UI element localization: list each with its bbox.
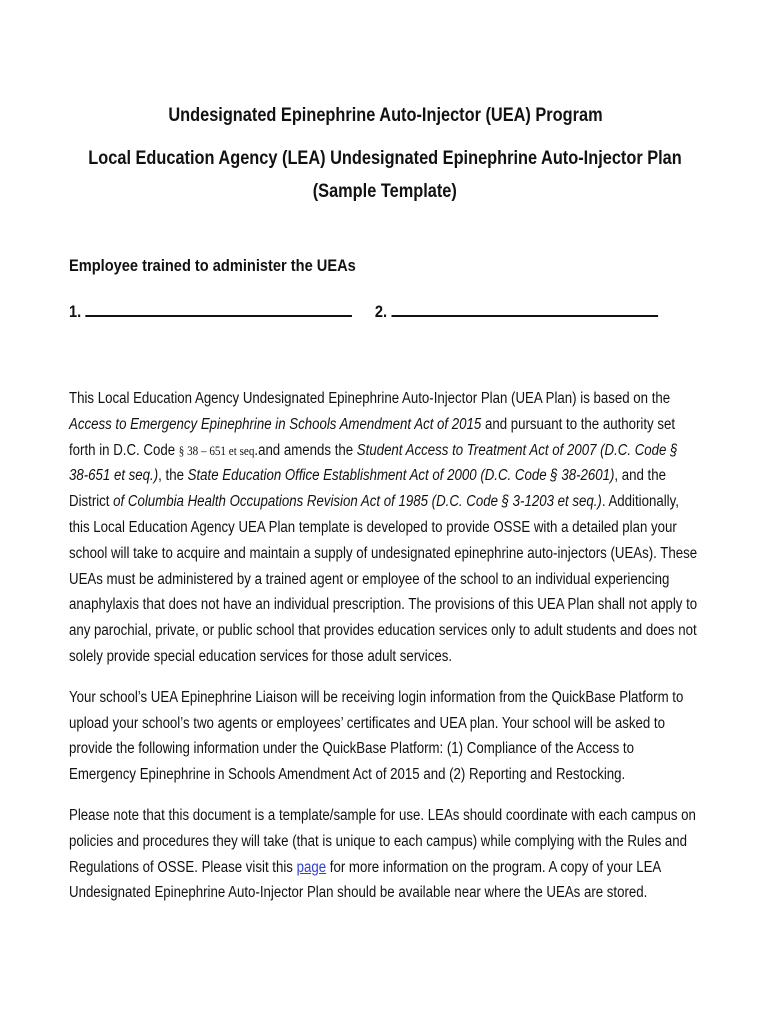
- plan-title: Local Education Agency (LEA) Undesignated Epinephrine Auto-Injector Plan: [88, 148, 682, 169]
- employee-heading: Employee trained to administer the UEAs: [69, 256, 356, 275]
- intro-paragraph: This Local Education Agency Undesignated Epinephrine Auto-Injector Plan (UEA Plan) is based on the Access to Emergency Epinephrine in Schools Amendment Act of 2015 and pursuant to the authority set forth in D.C. Code § 38 – 651 et seq.and amends the Student Access to Treatment Act of 2007 (D.C. Code § 38-651 et seq.), the State Education Office Establishment Act of 2000 (D.C. Code § 38-2601), and the District of Columbia Health Occupations Revision Act of 1985 (D.C. Code § 3-1203 et seq.). Additionally, this Local Education Agency UEA Plan template is developed to provide OSSE with a detailed plan your school will take to acquire and maintain a supply of undesignated epinephrine auto-injectors (UEAs). These UEAs must be administered by a trained agent or employee of the school to an individual experiencing anaphylaxis that does not have an individual prescription. The provisions of this UEA Plan shall not apply to any parochial, private, or public school that provides education services only to adult students and does not solely provide special education services for those adult services.: [69, 390, 698, 665]
- document-body: [69, 386, 697, 921]
- employee-blanks: [69, 301, 658, 322]
- employee-2-field[interactable]: [391, 301, 658, 317]
- note-paragraph: Please note that this document is a template/sample for use. LEAs should coordinate with each campus on policies and procedures they will take (that is unique to each campus) while complying with the Rules and Regulations of OSSE. Please visit this page for more information on the program. A copy of your LEA Undesignated Epinephrine Auto-Injector Plan should be available near where the UEAs are stored.: [69, 806, 696, 902]
- quickbase-paragraph: Your school’s UEA Epinephrine Liaison will be receiving login information from the QuickBase Platform to upload your school’s two agents or employees’ certificates and UEA plan. Your school will be asked to provide the following information under the QuickBase Platform: (1) Compliance of the Access to Emergency Epinephrine in Schools Amendment Act of 2015 and (2) Reporting and Restocking.: [69, 688, 684, 784]
- plan-subtitle: (Sample Template): [312, 181, 458, 202]
- employee-1-label: 1.: [69, 302, 82, 321]
- employee-1-field[interactable]: [85, 301, 352, 317]
- program-page-link[interactable]: page: [296, 858, 327, 876]
- program-title: Undesignated Epinephrine Auto-Injector (UEA) Program: [167, 105, 603, 126]
- employee-2-label: 2.: [374, 302, 388, 321]
